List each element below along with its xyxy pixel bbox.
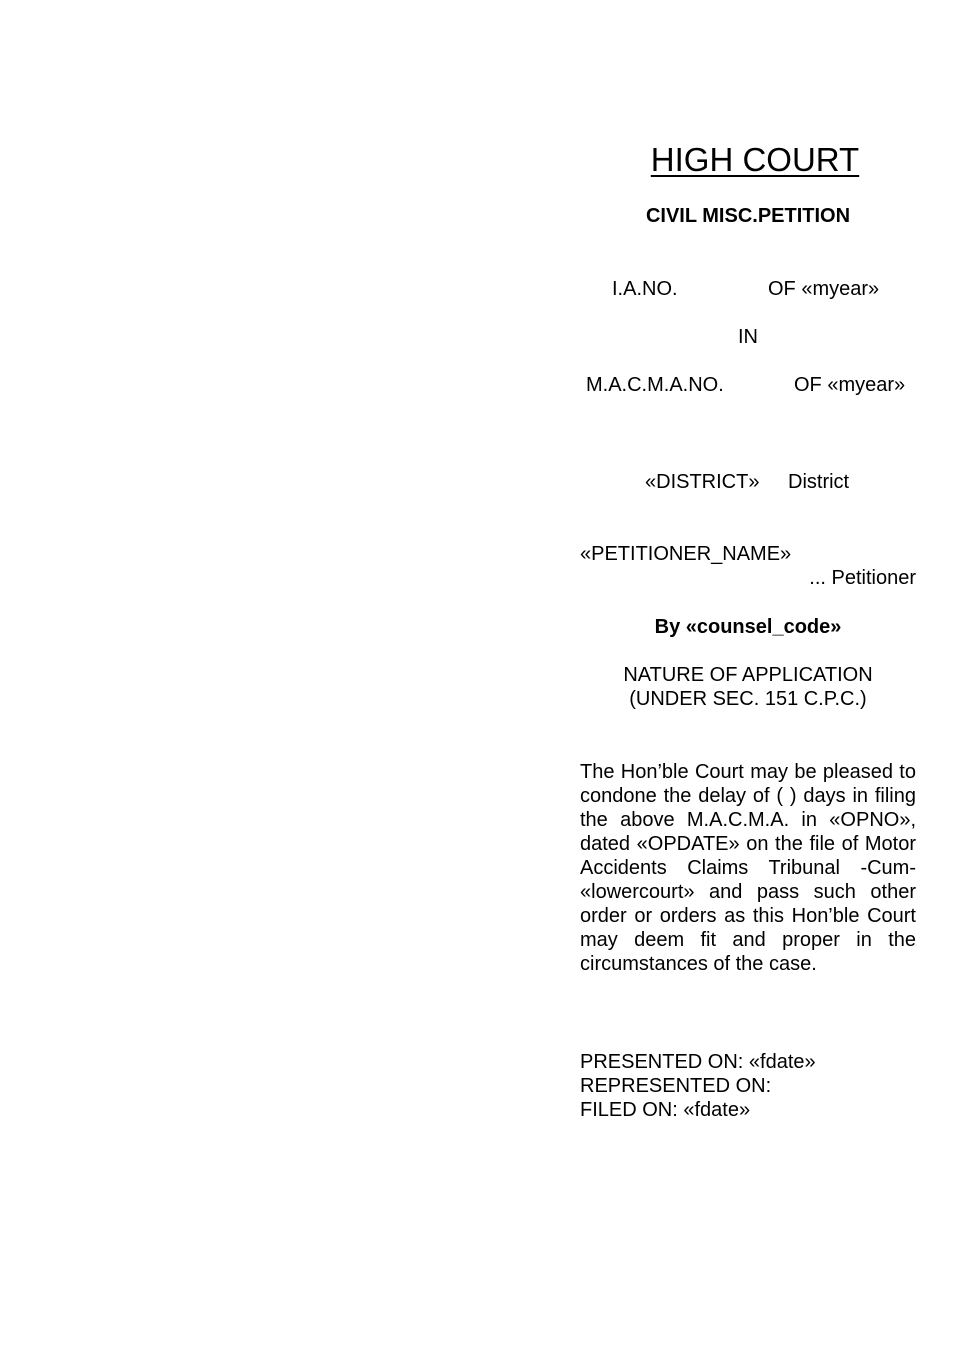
counsel-line: By «counsel_code» <box>654 616 842 638</box>
macma-year-field: OF «myear» <box>794 374 906 396</box>
nature-heading: NATURE OF APPLICATION <box>623 664 873 686</box>
presented-on: PRESENTED ON: «fdate» <box>580 1051 816 1073</box>
ia-number-label: I.A.NO. <box>612 278 678 300</box>
petitioner-role: ... Petitioner <box>809 567 916 589</box>
nature-section: (UNDER SEC. 151 C.P.C.) <box>629 688 867 710</box>
macma-number-line <box>580 373 916 397</box>
district-field: «DISTRICT» <box>645 471 760 493</box>
case-type-heading: CIVIL MISC.PETITION <box>645 205 851 227</box>
ia-number-line <box>580 277 916 301</box>
district-label: District <box>788 471 850 493</box>
filing-dates <box>580 1050 916 1122</box>
prayer-paragraph: The Hon’ble Court may be pleased to condone the delay of ( ) days in filing the above M.A.C.M.A. in «OPNO», dated «OPDATE» on the file of Motor Accidents Claims Tribunal -Cum- «lowercourt» and pass such other order or orders as this Hon’ble Court may deem fit and proper in the circumstances of the case. <box>580 761 916 975</box>
represented-on: REPRESENTED ON: <box>580 1075 772 1097</box>
in-connector: IN <box>738 326 758 348</box>
petitioner-name: «PETITIONER_NAME» <box>580 543 792 565</box>
court-title: HIGH COURT <box>650 141 860 178</box>
filed-on: FILED ON: «fdate» <box>580 1099 751 1121</box>
nature-of-application <box>580 663 916 711</box>
ia-year-field: OF «myear» <box>768 278 880 300</box>
macma-number-label: M.A.C.M.A.NO. <box>586 374 724 396</box>
district-line <box>580 470 916 494</box>
